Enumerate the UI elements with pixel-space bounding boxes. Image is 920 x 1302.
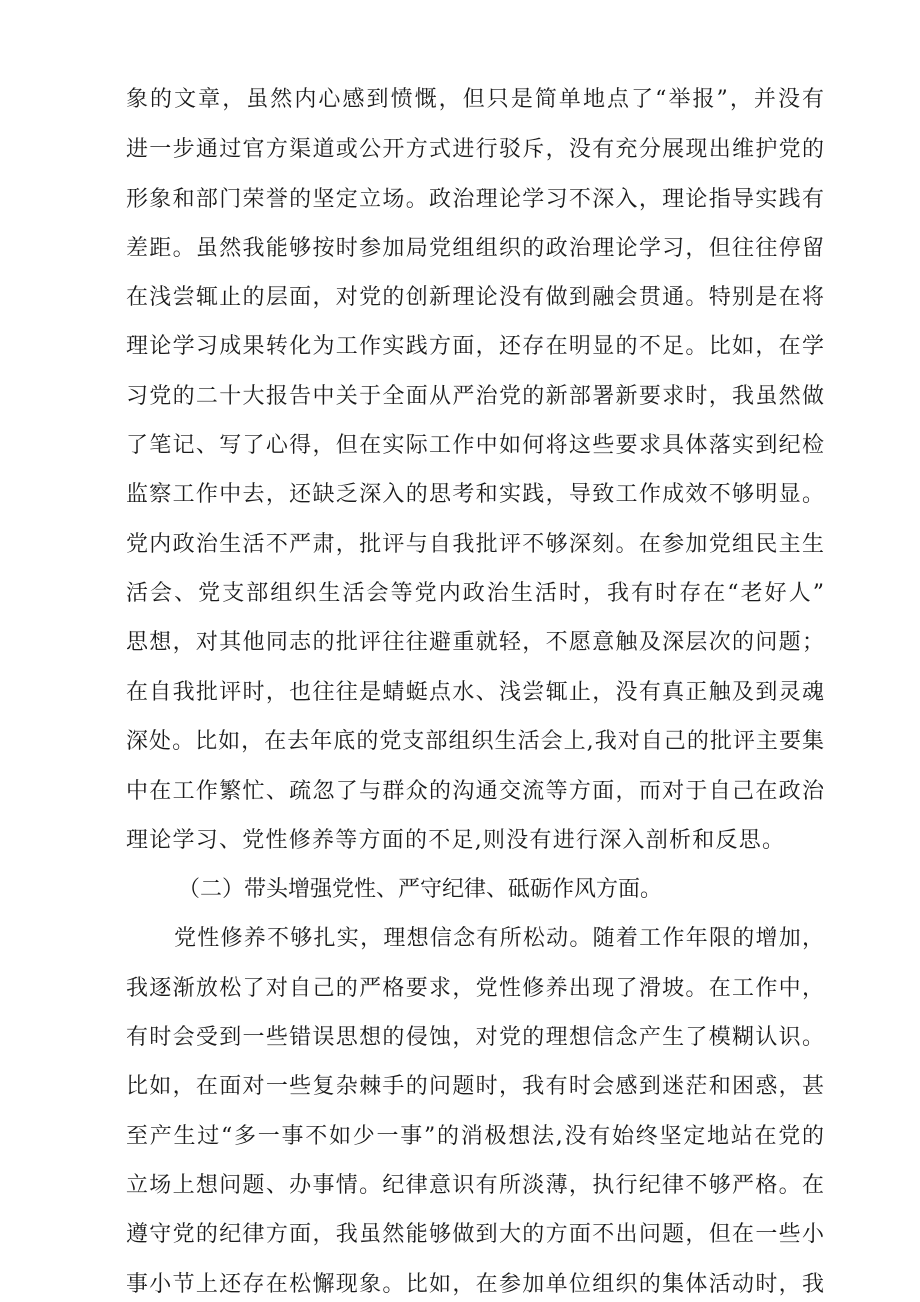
text-line-25: 事小节上还存在松懈现象。比如，在参加单位组织的集体活动时，我 [126, 1272, 824, 1297]
text-line-11: 活会、党支部组织生活会等党内政治生活时，我有时存在“老好人” [126, 581, 824, 606]
text-line-6: 理论学习成果转化为工作实践方面，还存在明显的不足。比如，在学 [126, 334, 824, 359]
text-line-9: 监察工作中去，还缺乏深入的思考和实践，导致工作成效不够明显。 [126, 482, 824, 507]
text-line-2: 进一步通过官方渠道或公开方式进行驳斥，没有充分展现出维护党的 [126, 137, 824, 162]
text-line-8: 了笔记、写了心得，但在实际工作中如何将这些要求具体落实到纪检 [126, 433, 824, 458]
text-line-10: 党内政治生活不严肃，批评与自我批评不够深刻。在参加党组民主生 [126, 532, 824, 557]
text-line-21: 比如，在面对一些复杂棘手的问题时，我有时会感到迷茫和困惑，甚 [126, 1074, 824, 1099]
text-line-1: 象的文章，虽然内心感到愤慨，但只是简单地点了“举报”，并没有 [126, 87, 824, 112]
text-line-19: 我逐渐放松了对自己的严格要求，党性修养出现了滑坡。在工作中， [126, 976, 824, 1001]
text-line-14: 深处。比如，在去年底的党支部组织生活会上,我对自己的批评主要集 [126, 729, 824, 754]
text-line-24: 遵守党的纪律方面，我虽然能够做到大的方面不出问题，但在一些小 [126, 1222, 824, 1247]
text-line-22: 至产生过“多一事不如少一事”的消极想法,没有始终坚定地站在党的 [126, 1124, 824, 1149]
text-line-23: 立场上想问题、办事情。纪律意识有所淡薄，执行纪律不够严格。在 [126, 1173, 824, 1198]
text-line-12: 思想，对其他同志的批评往往避重就轻，不愿意触及深层次的问题； [126, 630, 824, 655]
text-line-13: 在自我批评时，也往往是蜻蜓点水、浅尝辄止，没有真正触及到灵魂 [126, 680, 824, 705]
section-heading: （二）带头增强党性、严守纪律、砥砺作风方面。 [178, 877, 663, 902]
text-line-4: 差距。虽然我能够按时参加局党组组织的政治理论学习，但往往停留 [126, 236, 824, 261]
text-line-20: 有时会受到一些错误思想的侵蚀，对党的理想信念产生了模糊认识。 [126, 1025, 824, 1050]
text-line-16: 理论学习、党性修养等方面的不足,则没有进行深入剖析和反思。 [126, 828, 784, 853]
text-line-7: 习党的二十大报告中关于全面从严治党的新部署新要求时，我虽然做 [126, 384, 824, 409]
text-line-18: 党性修养不够扎实，理想信念有所松动。随着工作年限的增加， [174, 926, 824, 951]
text-line-3: 形象和部门荣誉的坚定立场。政治理论学习不深入，理论指导实践有 [126, 187, 824, 212]
text-line-15: 中在工作繁忙、疏忽了与群众的沟通交流等方面，而对于自己在政治 [126, 779, 824, 804]
text-line-5: 在浅尝辄止的层面，对党的创新理论没有做到融会贯通。特别是在将 [126, 285, 824, 310]
